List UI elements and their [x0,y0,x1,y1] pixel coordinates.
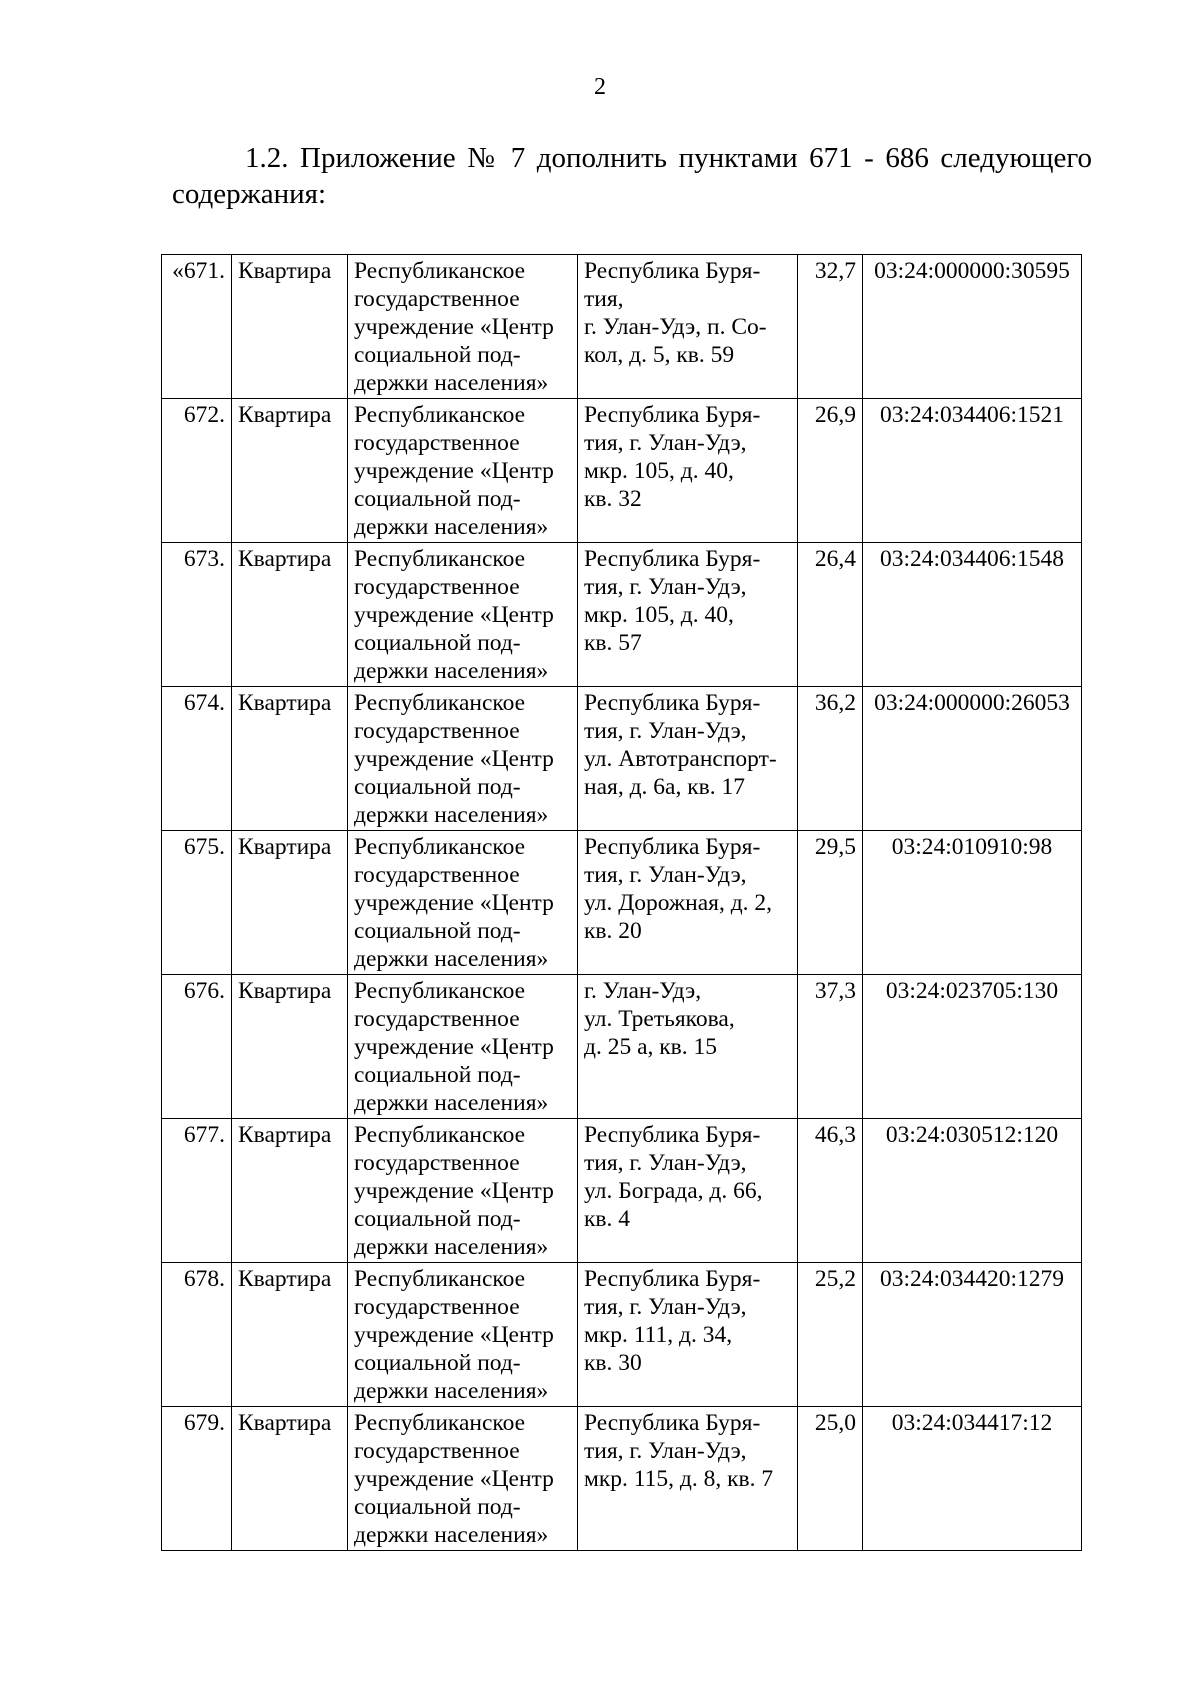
item-number: 679. [162,1407,232,1551]
page-number: 2 [594,74,606,100]
cadastral-number: 03:24:023705:130 [863,975,1082,1119]
address-line: тия, г. Улан-Удэ, [584,430,747,456]
holder-name-line: Республиканское [354,1122,526,1148]
address-line: кв. 4 [584,1206,631,1232]
address [578,543,798,687]
address [578,399,798,543]
holder-name-line: учреждение «Центр [354,746,554,772]
item-number: 672. [162,399,232,543]
item-number: 673. [162,543,232,687]
intro-paragraph: 1.2. Приложение № 7 дополнить пунктами 671 - 686 следующего содержания: [172,142,1092,210]
holder-name-line: Республиканское [354,546,526,572]
item-number: 675. [162,831,232,975]
address-line: тия, г. Улан-Удэ, [584,1438,747,1464]
address-line: тия, г. Улан-Удэ, [584,862,747,888]
area-value: 25,2 [798,1263,863,1407]
address-line: кв. 32 [584,486,642,512]
cadastral-number: 03:24:034420:1279 [863,1263,1082,1407]
holder-name-line: социальной под- [354,630,521,656]
cadastral-number: 03:24:034417:12 [863,1407,1082,1551]
item-number: 676. [162,975,232,1119]
address [578,975,798,1119]
holder-name [348,1119,578,1263]
address-line: ул. Третьякова, [584,1006,735,1032]
holder-name [348,1407,578,1551]
address-line: мкр. 105, д. 40, [584,602,734,628]
object-type: Квартира [232,1119,348,1263]
area-value: 32,7 [798,255,863,399]
holder-name-line: социальной под- [354,1062,521,1088]
holder-name-line: Республиканское [354,834,526,860]
holder-name [348,831,578,975]
holder-name-line: учреждение «Центр [354,602,554,628]
holder-name-line: социальной под- [354,342,521,368]
address-line: Республика Буря- [584,690,761,716]
holder-name-line: держки населения» [354,1522,549,1548]
object-type: Квартира [232,543,348,687]
holder-name-line: государственное [354,430,520,456]
holder-name-line: социальной под- [354,1494,521,1520]
address-line: ная, д. 6а, кв. 17 [584,774,745,800]
address-line: Республика Буря- [584,1266,761,1292]
address-line: Республика Буря- [584,258,761,284]
holder-name-line: учреждение «Центр [354,314,554,340]
item-number: 674. [162,687,232,831]
cadastral-number: 03:24:030512:120 [863,1119,1082,1263]
address [578,1407,798,1551]
address [578,255,798,399]
holder-name [348,1263,578,1407]
holder-name-line: держки населения» [354,1090,549,1116]
holder-name-line: учреждение «Центр [354,458,554,484]
table-row [162,1119,1082,1263]
address-line: Республика Буря- [584,546,761,572]
address-line: мкр. 115, д. 8, кв. 7 [584,1466,774,1492]
address-line: кв. 57 [584,630,642,656]
address-line: кол, д. 5, кв. 59 [584,342,735,368]
holder-name-line: держки населения» [354,1234,549,1260]
holder-name [348,975,578,1119]
table-row [162,255,1082,399]
holder-name-line: социальной под- [354,1350,521,1376]
address-line: ул. Дорожная, д. 2, [584,890,773,916]
address-line: Республика Буря- [584,1410,761,1436]
object-type: Квартира [232,1263,348,1407]
address-line: г. Улан-Удэ, [584,978,702,1004]
holder-name [348,255,578,399]
cadastral-number: 03:24:000000:26053 [863,687,1082,831]
object-type: Квартира [232,255,348,399]
holder-name-line: государственное [354,718,520,744]
holder-name-line: держки населения» [354,1378,549,1404]
holder-name-line: держки населения» [354,658,549,684]
holder-name-line: государственное [354,1150,520,1176]
holder-name-line: Республиканское [354,402,526,428]
holder-name-line: учреждение «Центр [354,1466,554,1492]
holder-name-line: государственное [354,574,520,600]
item-number: 677. [162,1119,232,1263]
address [578,831,798,975]
address-line: тия, г. Улан-Удэ, [584,1294,747,1320]
area-value: 26,4 [798,543,863,687]
holder-name-line: держки населения» [354,946,549,972]
holder-name-line: социальной под- [354,1206,521,1232]
address-line: тия, г. Улан-Удэ, [584,1150,747,1176]
address-line: тия, [584,286,624,312]
holder-name-line: Республиканское [354,978,526,1004]
address-line: г. Улан-Удэ, п. Со- [584,314,767,340]
table-row [162,1263,1082,1407]
holder-name-line: Республиканское [354,1410,526,1436]
holder-name [348,399,578,543]
area-value: 37,3 [798,975,863,1119]
holder-name-line: государственное [354,286,520,312]
cadastral-number: 03:24:034406:1521 [863,399,1082,543]
address-line: Республика Буря- [584,1122,761,1148]
holder-name-line: государственное [354,1006,520,1032]
holder-name-line: государственное [354,1294,520,1320]
property-table [161,254,1082,1551]
area-value: 36,2 [798,687,863,831]
holder-name-line: учреждение «Центр [354,1178,554,1204]
item-number: «671. [162,255,232,399]
holder-name-line: держки населения» [354,370,549,396]
holder-name-line: Республиканское [354,258,526,284]
address-line: Республика Буря- [584,402,761,428]
address-line: ул. Автотранспорт- [584,746,777,772]
area-value: 25,0 [798,1407,863,1551]
table-row [162,975,1082,1119]
address-line: Республика Буря- [584,834,761,860]
table-row [162,1407,1082,1551]
holder-name [348,687,578,831]
area-value: 26,9 [798,399,863,543]
address-line: мкр. 111, д. 34, [584,1322,733,1348]
holder-name-line: держки населения» [354,514,549,540]
cadastral-number: 03:24:000000:30595 [863,255,1082,399]
holder-name-line: социальной под- [354,918,521,944]
area-value: 29,5 [798,831,863,975]
item-number: 678. [162,1263,232,1407]
object-type: Квартира [232,687,348,831]
holder-name-line: учреждение «Центр [354,890,554,916]
address [578,1263,798,1407]
address-line: тия, г. Улан-Удэ, [584,718,747,744]
address-line: тия, г. Улан-Удэ, [584,574,747,600]
address-line: д. 25 а, кв. 15 [584,1034,718,1060]
table-row [162,399,1082,543]
cadastral-number: 03:24:010910:98 [863,831,1082,975]
holder-name [348,543,578,687]
holder-name-line: учреждение «Центр [354,1034,554,1060]
holder-name-line: государственное [354,862,520,888]
holder-name-line: учреждение «Центр [354,1322,554,1348]
table-row [162,687,1082,831]
table-row [162,543,1082,687]
holder-name-line: социальной под- [354,486,521,512]
address [578,687,798,831]
property-table-body [162,255,1082,1551]
table-row [162,831,1082,975]
holder-name-line: государственное [354,1438,520,1464]
holder-name-line: Республиканское [354,1266,526,1292]
address-line: кв. 30 [584,1350,642,1376]
holder-name-line: Республиканское [354,690,526,716]
holder-name-line: держки населения» [354,802,549,828]
object-type: Квартира [232,399,348,543]
address [578,1119,798,1263]
address-line: кв. 20 [584,918,642,944]
holder-name-line: социальной под- [354,774,521,800]
object-type: Квартира [232,1407,348,1551]
cadastral-number: 03:24:034406:1548 [863,543,1082,687]
address-line: ул. Бограда, д. 66, [584,1178,763,1204]
address-line: мкр. 105, д. 40, [584,458,734,484]
object-type: Квартира [232,975,348,1119]
area-value: 46,3 [798,1119,863,1263]
object-type: Квартира [232,831,348,975]
